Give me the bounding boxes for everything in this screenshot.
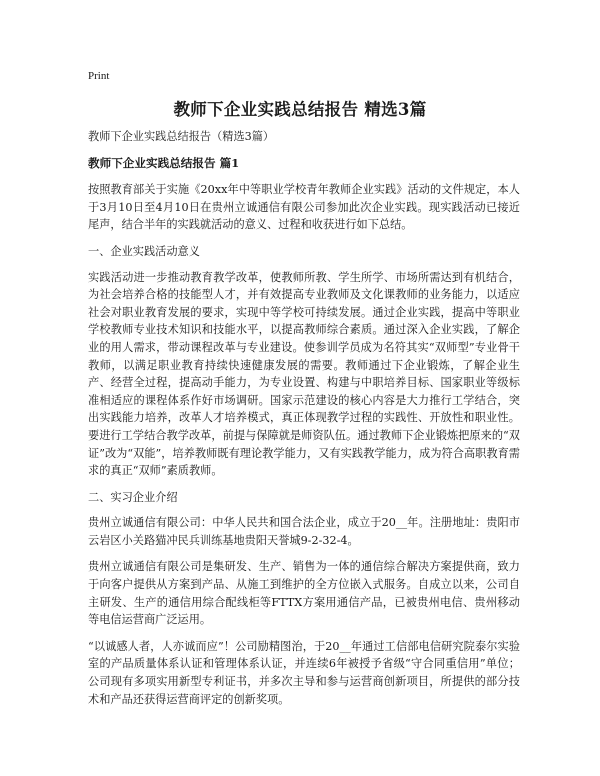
company-paragraph-1: 贵州立诚通信有限公司：中华人民共和国合法企业，成立于20__年。注册地址：贵阳市云岩区小关路猫冲民兵训练基地贵阳天誉城9-2-32-4。 — [88, 516, 520, 547]
document-body — [88, 128, 520, 708]
company-paragraph-2: 贵州立诚通信有限公司是集研发、生产、销售为一体的通信综合解决方案提供商，致力于向客户提供从方案到产品、从施工到维护的全方位嵌入式服务。自成立以来，公司自主研发、生产的通信用综合配线柜等FTTX方案用通信产品，已被贵州电信、贵州移动等电信运营商广泛运用。 — [88, 560, 520, 627]
purpose-paragraph: 实践活动进一步推动教育教学改革，使教师所教、学生所学、市场所需达到有机结合，为社会培养合格的技能型人才，并有效提高专业教师及文化课教师的业务能力，以适应社会对职业教育发展的要求，实现中等学校可持续发展。通过企业实践，提高中等职业学校教师专业技术知识和技能水平，以提高教师综合素质。通过深入企业实践，了解企业的用人需求，带动课程改革与专业建设。使参训学员成为名符其实“双师型”专业骨干教师，以满足职业教育持续快速健康发展的需要。教师通过下企业锻炼，了解企业生产、经营全过程，提高动手能力，为专业设置、构建与中职培养目标、国家职业等级标准相适应的课程体系作好市场调研。国家示范建设的核心内容是大力推行工学结合，突出实践能力培养，改革人才培养模式，真正体现教学过程的实践性、开放性和职业性。要进行工学结合教学改革，前提与保障就是师资队伍。通过教师下企业锻炼把原来的“双证”改为“双能”，培养教师既有理论教学能力，又有实践教学能力，成为符合高职教育需求的真正“双师”素质教师。 — [88, 270, 520, 478]
company-paragraph-3: “以诚感人者，人亦诚而应”！公司励精图治，于20__年通过工信部电信研究院泰尔实验室的产品质量体系认证和管理体系认证，并连续6年被授予省级“守合同重信用”单位；公司现有多项实用新型专利证书，并多次主导和参与运营商创新项目，所提供的部分技术和产品还获得运营商评定的创新奖项。 — [88, 639, 520, 706]
intro-paragraph: 按照教育部关于实施《20xx年中等职业学校青年教师企业实践》活动的文件规定，本人于3月10日至4月10日在贵州立诚通信有限公司参加此次企业实践。现实践活动已接近尾声，结合半年的实践就活动的意义、过程和收获进行如下总结。 — [88, 183, 520, 232]
document-subtitle: 教师下企业实践总结报告（精选3篇） — [88, 130, 275, 143]
heading-company: 二、实习企业介绍 — [88, 490, 178, 504]
print-label: Print — [88, 70, 110, 82]
section-heading: 教师下企业实践总结报告 篇1 — [88, 155, 240, 170]
heading-purpose: 一、企业实践活动意义 — [88, 244, 200, 258]
document-title: 教师下企业实践总结报告 精选3篇 — [173, 100, 427, 119]
